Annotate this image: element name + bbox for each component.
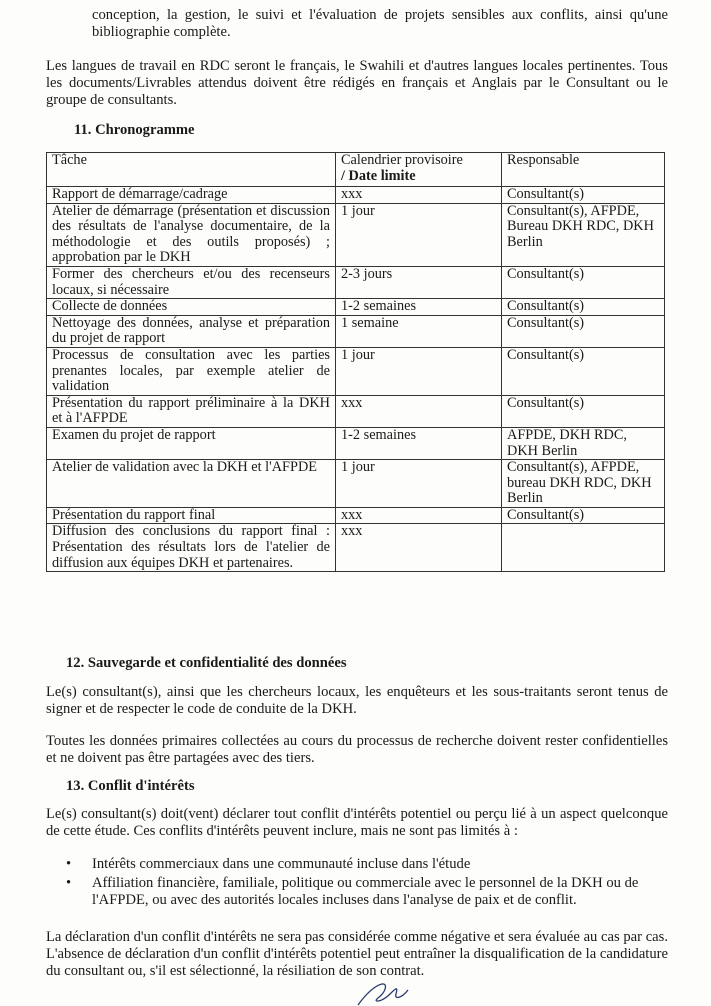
table-header-row bbox=[47, 153, 665, 187]
table-row bbox=[47, 507, 665, 524]
header-schedule-line2: / Date limite bbox=[341, 167, 416, 184]
schedule-cell: 2-3 jours bbox=[336, 266, 502, 298]
schedule-cell: xxx bbox=[336, 524, 502, 572]
languages-paragraph: Les langues de travail en RDC seront le français, le Swahili et d'autres langues locales pertinentes. Tous les documents/Livrables attendus doivent être rédigés en français et Anglais par le Consultant ou le groupe de consultants. bbox=[46, 58, 668, 108]
schedule-cell: 1 jour bbox=[336, 203, 502, 266]
responsible-cell: Consultant(s) bbox=[502, 266, 665, 298]
task-cell: Atelier de démarrage (présentation et discussion des résultats de l'analyse documentaire, de la méthodologie et des outils proposés) ; approbation par le DKH bbox=[47, 203, 336, 266]
table-row bbox=[47, 299, 665, 316]
header-responsible: Responsable bbox=[502, 153, 665, 187]
table-row bbox=[47, 203, 665, 266]
chronogram-table bbox=[46, 152, 665, 572]
task-cell: Examen du projet de rapport bbox=[47, 427, 336, 459]
task-cell: Diffusion des conclusions du rapport final : Présentation des résultats lors de l'atelier de diffusion aux équipes DKH et partenaires. bbox=[47, 524, 336, 572]
section-12-paragraph-2: Toutes les données primaires collectées au cours du processus de recherche doivent rester confidentielles et ne doivent pas être partagées avec des tiers. bbox=[46, 733, 668, 766]
task-cell: Atelier de validation avec la DKH et l'AFPDE bbox=[47, 460, 336, 508]
schedule-cell: xxx bbox=[336, 395, 502, 427]
responsible-cell: Consultant(s) bbox=[502, 507, 665, 524]
table-row bbox=[47, 524, 665, 572]
responsible-cell: Consultant(s) bbox=[502, 315, 665, 347]
section-13-paragraph-1: Le(s) consultant(s) doit(vent) déclarer tout conflit d'intérêts potentiel ou perçu lié à un aspect quelconque de cette étude. Ces conflits d'intérêts peuvent inclure, mais ne sont pas limités à : bbox=[46, 806, 668, 839]
section-13-paragraph-2: La déclaration d'un conflit d'intérêts ne sera pas considérée comme négative et sera évaluée au cas par cas. L'absence de déclaration d'un conflit d'intérêts potentiel peut entraîner la disqualification de la candidature du consultant ou, s'il est sélectionné, la résiliation de son contrat. bbox=[46, 929, 668, 979]
bullet-icon: • bbox=[66, 875, 72, 891]
table-row bbox=[47, 187, 665, 204]
responsible-cell: AFPDE, DKH RDC, DKH Berlin bbox=[502, 427, 665, 459]
responsible-cell: Consultant(s), AFPDE, bureau DKH RDC, DKH Berlin bbox=[502, 460, 665, 508]
table-row bbox=[47, 395, 665, 427]
table-row bbox=[47, 315, 665, 347]
schedule-cell: xxx bbox=[336, 507, 502, 524]
section-12-paragraph-1: Le(s) consultant(s), ainsi que les chercheurs locaux, les enquêteurs et les sous-traitants seront tenus de signer et de respecter le code de conduite de la DKH. bbox=[46, 684, 668, 717]
table-row bbox=[47, 266, 665, 298]
bullet-icon: • bbox=[66, 856, 72, 872]
schedule-cell: 1-2 semaines bbox=[336, 427, 502, 459]
list-item-text: Intérêts commerciaux dans une communauté incluse dans l'étude bbox=[92, 856, 471, 872]
section-11-heading: 11. Chronogramme bbox=[74, 122, 195, 138]
schedule-cell: 1 jour bbox=[336, 460, 502, 508]
responsible-cell: Consultant(s) bbox=[502, 187, 665, 204]
responsible-cell: Consultant(s) bbox=[502, 347, 665, 395]
list-item bbox=[66, 875, 668, 909]
task-cell: Processus de consultation avec les parties prenantes locales, par exemple atelier de validation bbox=[47, 347, 336, 395]
table-row bbox=[47, 347, 665, 395]
list-item bbox=[66, 856, 668, 873]
header-schedule bbox=[336, 153, 502, 187]
schedule-cell: 1-2 semaines bbox=[336, 299, 502, 316]
task-cell: Présentation du rapport final bbox=[47, 507, 336, 524]
responsible-cell: Consultant(s), AFPDE, Bureau DKH RDC, DKH Berlin bbox=[502, 203, 665, 266]
task-cell: Collecte de données bbox=[47, 299, 336, 316]
section-12-heading: 12. Sauvegarde et confidentialité des données bbox=[66, 655, 347, 671]
task-cell: Nettoyage des données, analyse et préparation du projet de rapport bbox=[47, 315, 336, 347]
signature-icon bbox=[352, 978, 412, 1006]
schedule-cell: 1 jour bbox=[336, 347, 502, 395]
table-row bbox=[47, 460, 665, 508]
schedule-cell: xxx bbox=[336, 187, 502, 204]
table-row bbox=[47, 427, 665, 459]
task-cell: Présentation du rapport préliminaire à la DKH et à l'AFPDE bbox=[47, 395, 336, 427]
conflict-list bbox=[66, 856, 668, 911]
responsible-cell bbox=[502, 524, 665, 572]
list-item-text: Affiliation financière, familiale, politique ou commerciale avec le personnel de la DKH ou de l'AFPDE, ou avec des autorités locales incluses dans l'analyse de paix et de conflit. bbox=[92, 875, 639, 908]
header-task: Tâche bbox=[47, 153, 336, 187]
task-cell: Former des chercheurs et/ou des recenseurs locaux, si nécessaire bbox=[47, 266, 336, 298]
section-13-heading: 13. Conflit d'intérêts bbox=[66, 778, 195, 794]
responsible-cell: Consultant(s) bbox=[502, 395, 665, 427]
responsible-cell: Consultant(s) bbox=[502, 299, 665, 316]
header-schedule-line1: Calendrier provisoire bbox=[341, 152, 463, 168]
schedule-cell: 1 semaine bbox=[336, 315, 502, 347]
task-cell: Rapport de démarrage/cadrage bbox=[47, 187, 336, 204]
intro-tail-paragraph: conception, la gestion, le suivi et l'évaluation de projets sensibles aux conflits, ainsi qu'une bibliographie complète. bbox=[92, 7, 668, 40]
